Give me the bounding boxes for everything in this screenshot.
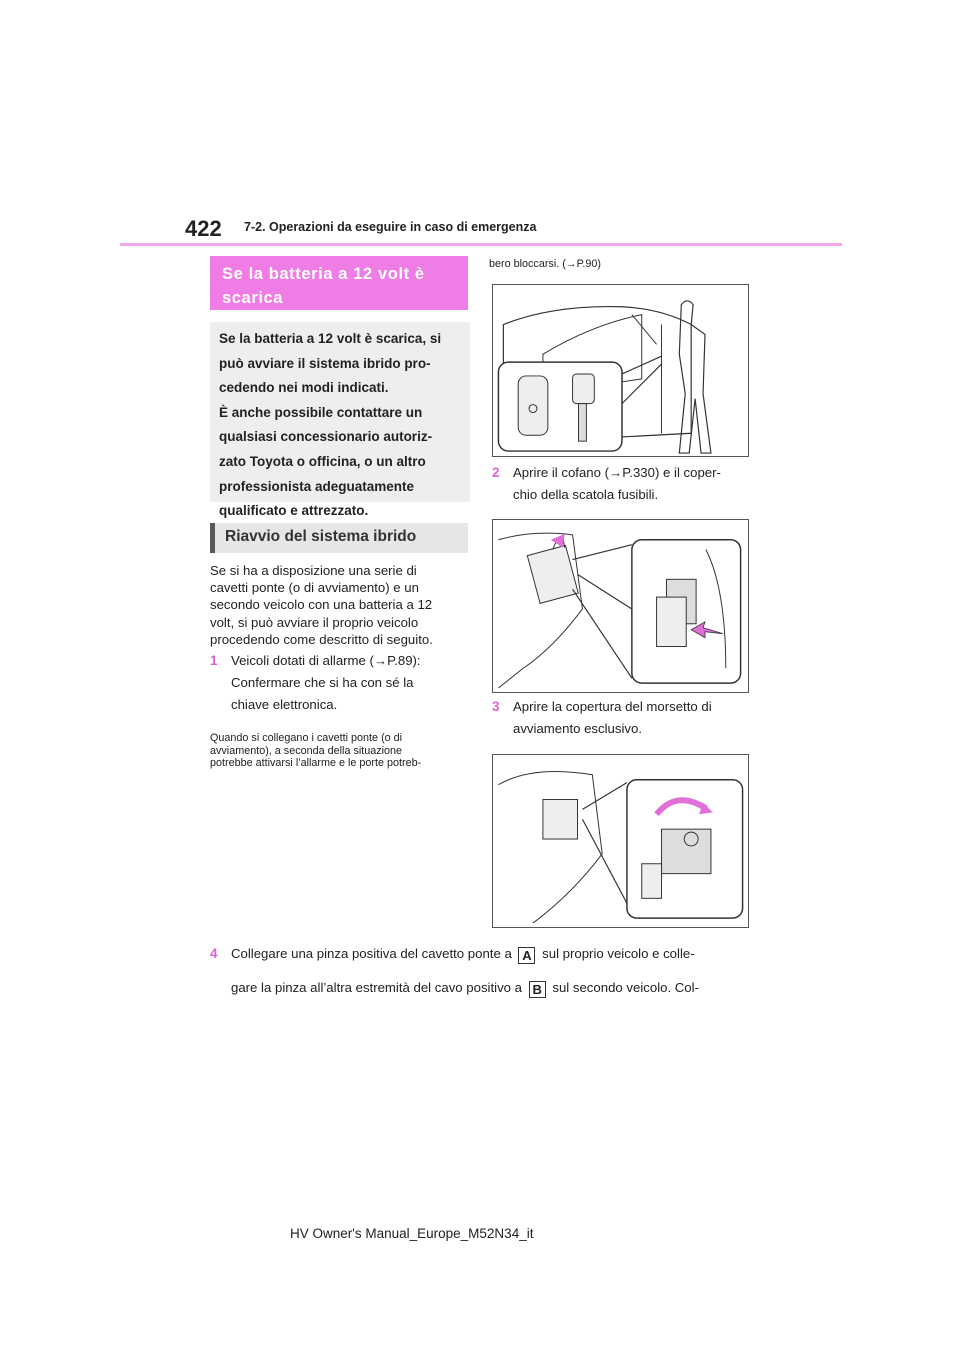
figure-electronic-key [492, 284, 749, 457]
intro-line: È anche possibile contattare un [219, 404, 423, 420]
pink-heading: Se la batteria a 12 volt è scarica [222, 265, 425, 307]
subheading-box [210, 523, 468, 553]
intro-line: qualsiasi concessionario autoriz- [219, 429, 433, 445]
step-1 [210, 650, 472, 716]
note-line: Quando si collegano i cavetti ponte (o di [210, 732, 403, 744]
step-4-text: sul secondo veicolo. Col- [552, 980, 699, 995]
intro-box [210, 322, 470, 519]
step-number: 4 [210, 946, 218, 961]
intro-line: professionista adeguatamente [219, 478, 415, 494]
alarm-note [210, 732, 472, 770]
step-number: 1 [210, 653, 218, 668]
footer-text: HV Owner's Manual_Europe_M52N34_it [290, 1226, 534, 1241]
intro-line: qualificato e attrezzato. [219, 503, 369, 519]
label-b: B [529, 981, 546, 998]
step-line: chio della scatola fusibili. [513, 487, 659, 502]
step-4-text: gare la pinza all’altra estremità del cavo positivo a [231, 980, 523, 995]
subheading: Riavvio del sistema ibrido [225, 528, 417, 545]
page-number: 422 [185, 216, 222, 241]
terminal-cover-illustration [493, 755, 748, 927]
header-rule [120, 243, 842, 246]
step-4-text: sul proprio veicolo e colle- [542, 946, 695, 961]
step-line: Veicoli dotati di allarme (→P.89): [231, 653, 421, 668]
step-4-line-2 [231, 974, 770, 1002]
intro-line: cedendo nei modi indicati. [219, 380, 389, 396]
note-line: avviamento), a seconda della situazione [210, 744, 403, 757]
step-line: Aprire il cofano (→P.330) e il coper- [513, 465, 721, 480]
step-number: 3 [492, 699, 500, 714]
step-3 [492, 696, 754, 740]
fuse-box-illustration [493, 520, 748, 692]
label-a: A [518, 947, 535, 964]
paragraph-line: procedendo come descritto di seguito. [210, 631, 433, 647]
step-4 [210, 940, 770, 1002]
step-4-line-1 [231, 940, 770, 968]
intro-line: Se la batteria a 12 volt è scarica, si [219, 331, 442, 346]
intro-line: può avviare il sistema ibrido pro- [219, 355, 431, 371]
figure-terminal-cover [492, 754, 749, 928]
note-line: potrebbe attivarsi l’allarme e le porte potreb- [210, 757, 422, 770]
step-line: chiave elettronica. [231, 697, 338, 712]
step-line: Confermare che si ha con sé la [231, 675, 414, 690]
step-number: 2 [492, 465, 500, 480]
paragraph-line: cavetti ponte (o di avviamento) e un [210, 580, 419, 596]
intro-line: zato Toyota o officina, o un altro [219, 453, 426, 469]
section-title: 7-2. Operazioni da eseguire in caso di emergenza [244, 220, 537, 234]
note-continuation: bero bloccarsi. (→P.90) [489, 258, 602, 270]
restart-paragraph [210, 562, 472, 648]
car-door-key-illustration [493, 285, 748, 456]
step-4-text: Collegare una pinza positiva del cavetto ponte a [231, 946, 512, 961]
paragraph-line: Se si ha a disposizione una serie di [210, 563, 417, 578]
paragraph-line: secondo veicolo con una batteria a 12 [210, 597, 433, 613]
paragraph-line: volt, si può avviare il proprio veicolo [210, 614, 419, 630]
step-2 [492, 462, 754, 506]
step-line: avviamento esclusivo. [513, 721, 643, 736]
figure-fuse-box [492, 519, 749, 693]
step-line: Aprire la copertura del morsetto di [513, 699, 712, 714]
pink-heading-box [210, 256, 468, 310]
